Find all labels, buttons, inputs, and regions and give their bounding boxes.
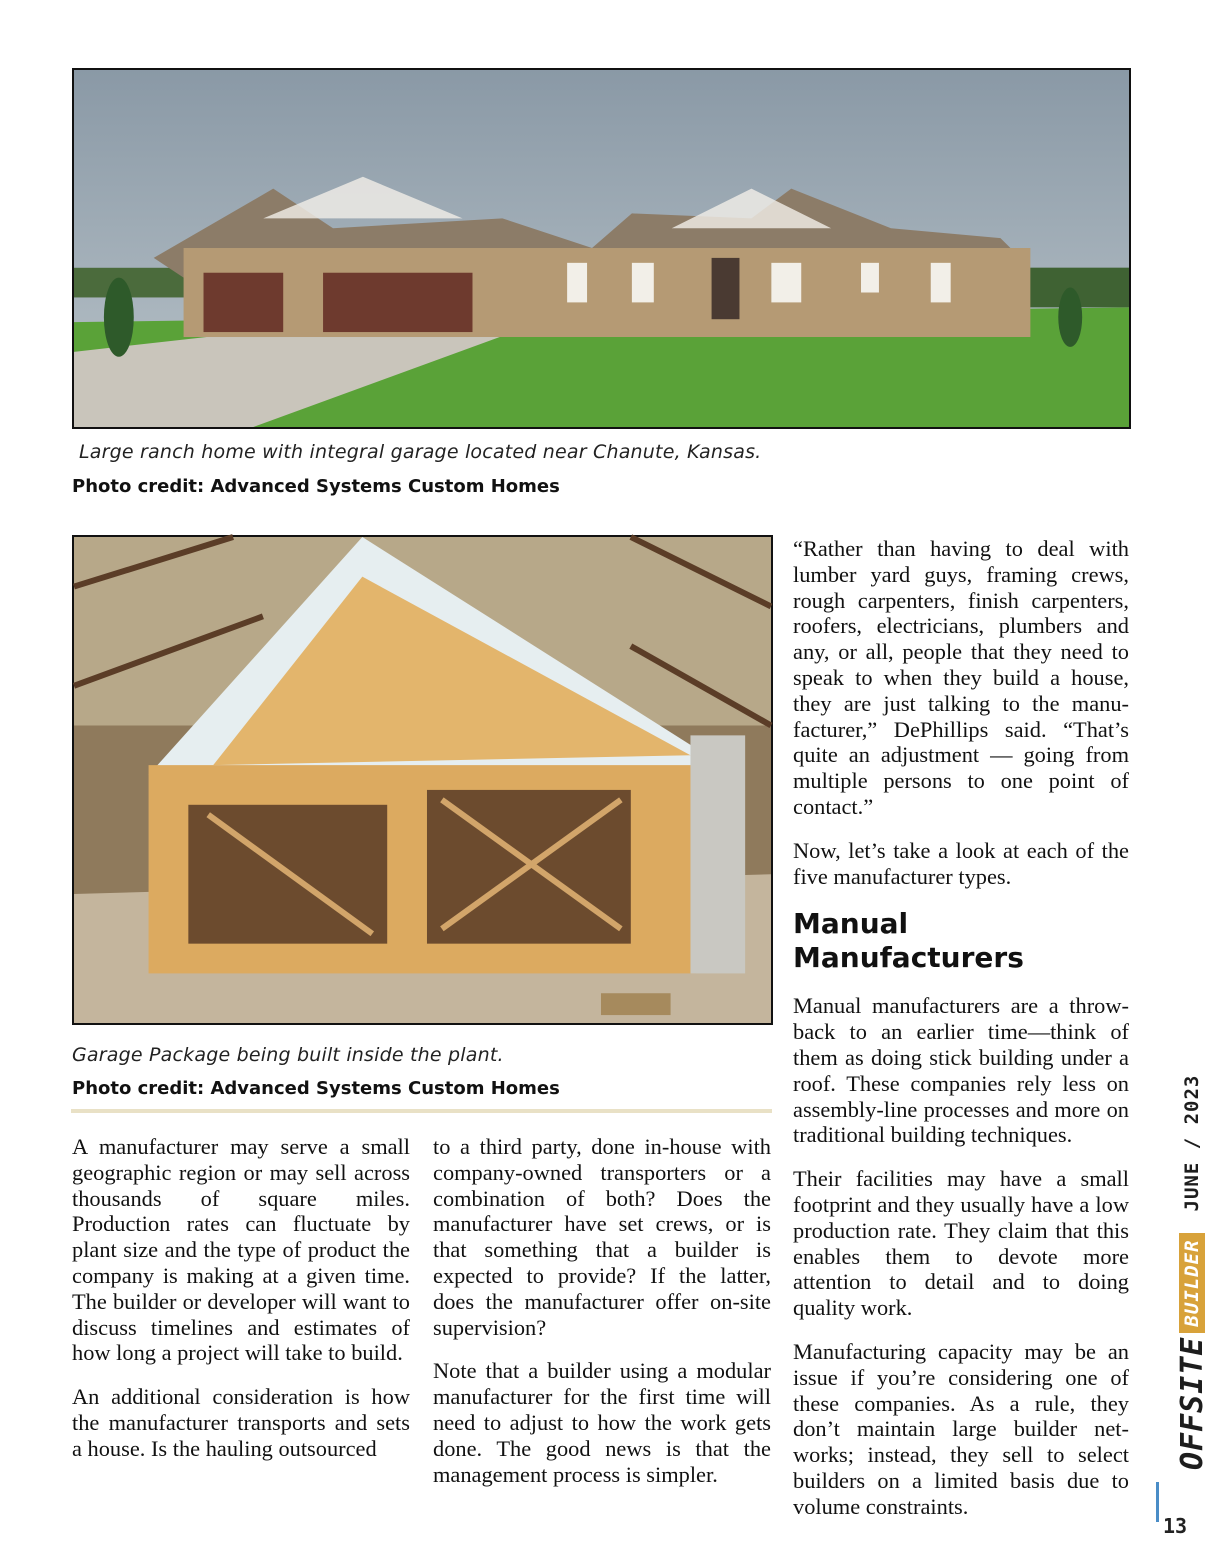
col2-paragraph-1: to a third party, done in-house with company-owned transporters or a combination of both? Does the manufacturer have set crews, or is that something that a builder is expected to provide? If the latter, does the manufacturer offer on-site supervision? [433,1134,771,1340]
col3-paragraph-5: Manufacturing capacity may be an issue if you’re considering one of these companies. As a rule, they don’t maintain large builder networks; instead, they sell to select builders on a limited basis due to volume constraints. [793,1338,1129,1519]
article-column-2 [433,1134,771,1505]
article-column-1 [72,1134,410,1480]
magazine-sidebar [1175,1075,1210,1470]
col2-paragraph-2: Note that a builder using a modular manufacturer for the first time will need to adjust to how the work gets done. The good news is that the management process is simpler. [433,1358,771,1487]
section-heading: Manual Manufacturers [793,907,1024,975]
col1-paragraph-2: An additional consideration is how the manufacturer transports and sets a house. Is the hauling outsourced [72,1384,410,1461]
ranch-home-photo [72,68,1131,429]
sidebar-accent-bar [1156,1482,1159,1522]
col3-quote-paragraph: “Rather than having to deal with lumber yard guys, framing crews, rough carpenters, finish carpenters, roofers, electricians, plumbers and any, or all, people that they need to speak to when they build a house, they are just talking to the manufacturer,” DePhillips said. “That’s quite an adjustment — going from multiple persons to one point of contact.” [793,536,1129,819]
article-column-3 [793,536,1129,1538]
photo1-caption: Large ranch home with integral garage located near Chanute, Kansas. [79,441,762,463]
photo2-credit: Photo credit: Advanced Systems Custom Homes [72,1078,560,1099]
col3-paragraph-2: Now, let’s take a look at each of the five manufacturer types. [793,837,1129,889]
brand-builder: BUILDER [1179,1233,1205,1332]
section-divider [71,1109,772,1113]
garage-package-photo [72,535,773,1025]
page-number: 13 [1163,1514,1188,1538]
col3-paragraph-4: Their facilities may have a small footprint and they usually have a low production rate. They claim that this enables them to devote more attention to detail and to doing quality work. [793,1166,1129,1321]
brand-offsite: OFFSITE [1175,1336,1210,1470]
issue-date: JUNE / 2023 [1181,1074,1203,1212]
photo1-credit: Photo credit: Advanced Systems Custom Homes [72,476,560,497]
photo2-caption: Garage Package being built inside the plant. [72,1044,504,1066]
col3-paragraph-3: Manual manufacturers are a throwback to an earlier time—think of them as doing stick building under a roof. These companies rely less on assembly-line processes and more on traditional building techniques. [793,993,1129,1148]
col1-paragraph-1: A manufacturer may serve a small geographic region or may sell across thousands of square miles. Production rates can fluctuate by plant size and the type of product the company is making at a given time. The builder or developer will want to discuss timelines and estimates of how long a project will take to build. [72,1134,410,1366]
